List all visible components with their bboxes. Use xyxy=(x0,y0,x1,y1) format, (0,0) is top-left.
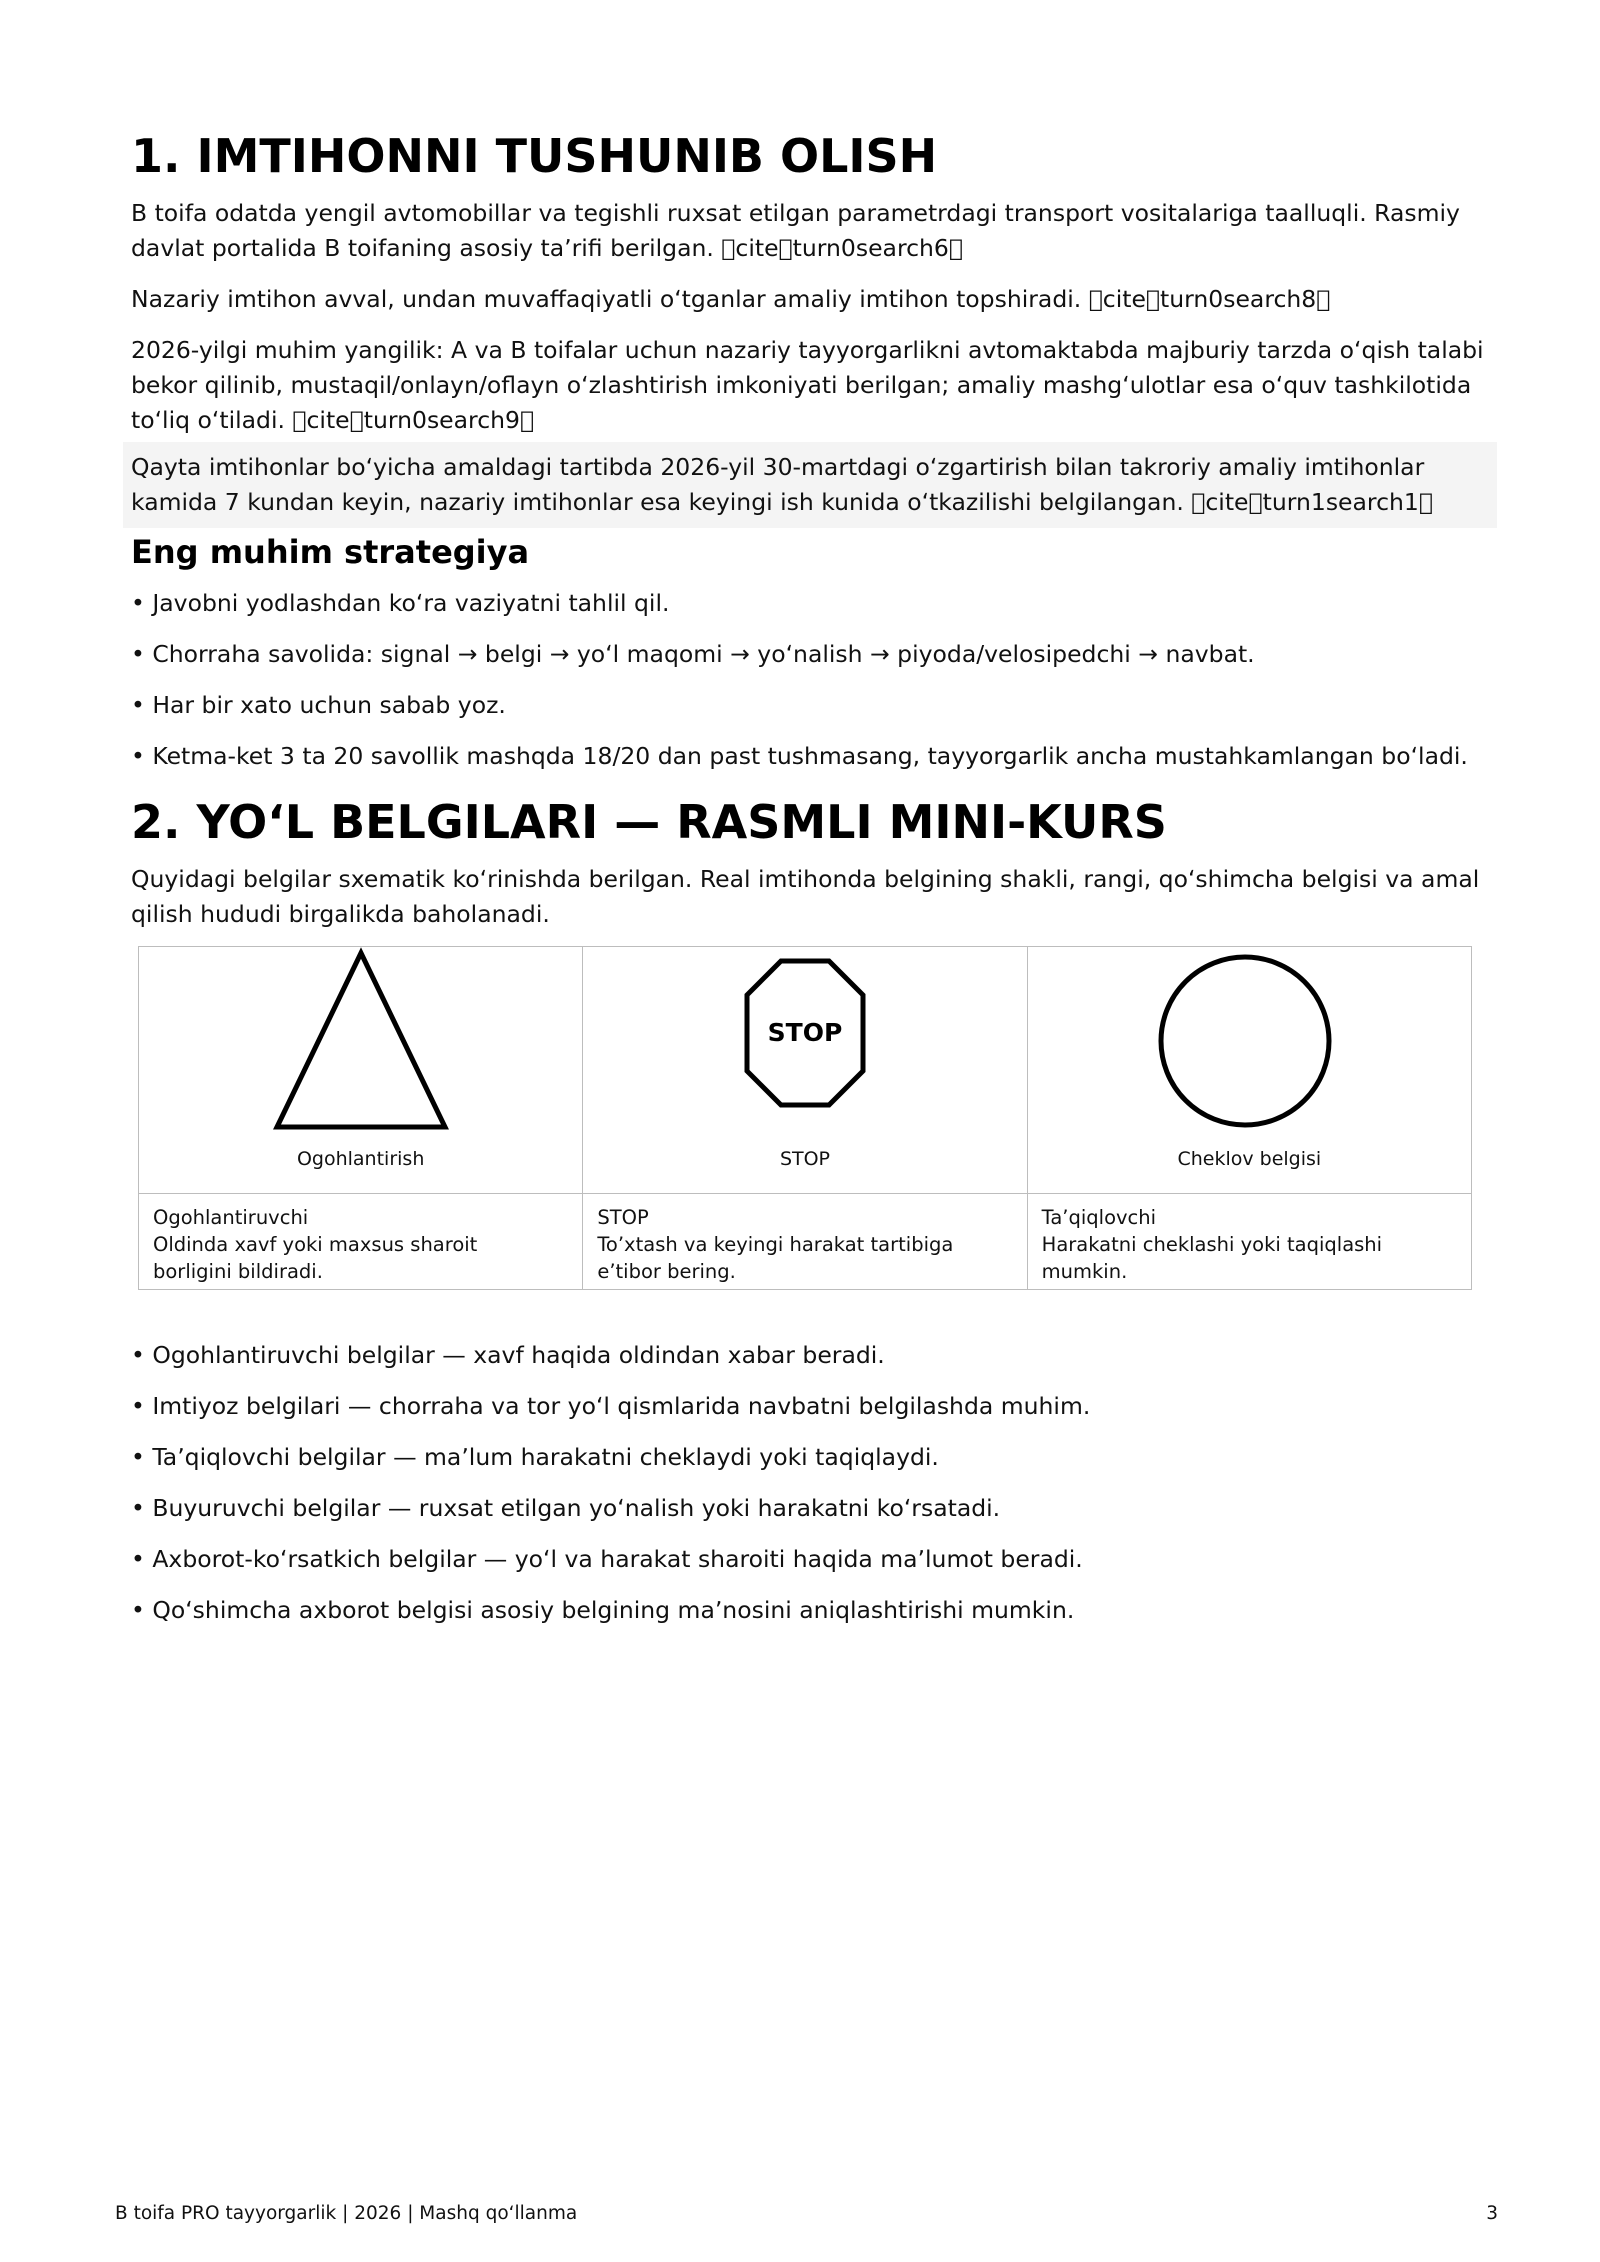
sign-caption: Cheklov belgisi xyxy=(1177,1148,1322,1170)
list-item: • Javobni yodlashdan koʻra vaziyatni tahlil qil. xyxy=(131,589,670,617)
sign-description-warning xyxy=(139,1194,583,1290)
sign-description-title: Ogohlantiruvchi xyxy=(153,1206,309,1229)
sign-description-title: STOP xyxy=(597,1206,649,1229)
retake-note-box xyxy=(123,442,1497,528)
stop-sign-text: STOP xyxy=(767,1018,843,1047)
sign-description-line: Toʼxtash va keyingi harakat tartibiga xyxy=(597,1233,954,1256)
page-number: 3 xyxy=(1486,2203,1498,2224)
sign-caption: Ogohlantirish xyxy=(296,1148,425,1170)
sign-description-restriction xyxy=(1027,1194,1471,1290)
sign-figure-row xyxy=(139,947,1472,1194)
sign-description-line: Oldinda xavf yoki maxsus sharoit xyxy=(153,1233,478,1256)
paragraph-2026-update: 2026-yilgi muhim yangilik: A va B toifalar uchun nazariy tayyorgarlikni avtomaktabda majburiy tarzda oʻqish talabi bekor qilinib, mustaqil/onlayn/oflayn oʻzlashtirish imkoniyati berilgan; amaliy mashgʻulotlar esa oʻquv tashkilotida toʻliq oʻtiladi. cite turn0search9 xyxy=(131,336,1484,434)
retake-note-text: Qayta imtihonlar boʻyicha amaldagi tartibda 2026-yil 30-martdagi oʻzgartirish bilan takroriy amaliy imtihonlar kamida 7 kundan keyin, nazariy imtihonlar esa keyingi ish kunida oʻtkazilishi belgilangan. cite turn1search1 xyxy=(131,453,1425,516)
sign-figure-cell-stop xyxy=(583,947,1027,1194)
list-item: • Axborot-koʻrsatkich belgilar — yoʻl va harakat sharoiti haqida maʼlumot beradi. xyxy=(131,1545,1083,1573)
paragraph-signs-intro: Quyidagi belgilar sxematik koʻrinishda berilgan. Real imtihonda belgining shakli, rangi, qoʻshimcha belgisi va amal qilish hududi birgalikda baholanadi. xyxy=(131,865,1480,928)
paragraph-theory-exam: Nazariy imtihon avval, undan muvaffaqiyatli oʻtganlar amaliy imtihon topshiradi. cite turn0search8 xyxy=(131,285,1296,313)
section-2-title: 2. YOʻL BELGILARI — RASMLI MINI-KURS xyxy=(131,795,1167,849)
footer-title: B toifa PRO tayyorgarlik | 2026 | Mashq qoʻllanma xyxy=(115,2203,578,2224)
list-item: • Ketma-ket 3 ta 20 savollik mashqda 18/20 dan past tushmasang, tayyorgarlik ancha mustahkamlangan boʻladi. xyxy=(131,742,1468,770)
paragraph-b-category: B toifa odatda yengil avtomobillar va tegishli ruxsat etilgan parametrdagi transport vositalariga taalluqli. Rasmiy davlat portalida B toifaning asosiy taʼrifi berilgan. cite turn0search6 xyxy=(131,199,1460,262)
page-content xyxy=(131,118,1497,1628)
road-signs-table xyxy=(138,946,1472,1290)
warning-triangle-icon xyxy=(261,947,461,1137)
stop-octagon-icon xyxy=(705,947,905,1137)
sign-description-stop xyxy=(583,1194,1027,1290)
list-item: • Buyuruvchi belgilar — ruxsat etilgan yoʻnalish yoki harakatni koʻrsatadi. xyxy=(131,1494,1001,1522)
sign-figure-cell-restriction xyxy=(1027,947,1471,1194)
sign-description-line: Harakatni cheklashi yoki taqiqlashi xyxy=(1041,1233,1383,1256)
list-item: • Har bir xato uchun sabab yoz. xyxy=(131,691,506,719)
sign-description-line: eʼtibor bering. xyxy=(597,1260,736,1283)
sign-caption: STOP xyxy=(779,1148,831,1170)
list-item: • Ogohlantiruvchi belgilar — xavf haqida oldindan xabar beradi. xyxy=(131,1341,885,1369)
strategy-title: Eng muhim strategiya xyxy=(131,533,530,571)
sign-description-line: mumkin. xyxy=(1041,1260,1128,1283)
sign-description-title: Taʼqiqlovchi xyxy=(1041,1206,1157,1229)
restriction-circle-icon xyxy=(1149,947,1349,1137)
strategy-list xyxy=(131,586,1497,774)
list-item: • Taʼqiqlovchi belgilar — maʼlum harakatni cheklaydi yoki taqiqlaydi. xyxy=(131,1443,939,1471)
section-1-title: 1. IMTIHONNI TUSHUNIB OLISH xyxy=(131,129,938,183)
sign-description-line: borligini bildiradi. xyxy=(153,1260,323,1283)
sign-figure-cell-warning xyxy=(139,947,583,1194)
list-item: • Imtiyoz belgilari — chorraha va tor yoʻl qismlarida navbatni belgilashda muhim. xyxy=(131,1392,1091,1420)
list-item: • Qoʻshimcha axborot belgisi asosiy belgining maʼnosini aniqlashtirishi mumkin. xyxy=(131,1596,1075,1624)
list-item: • Chorraha savolida: signal → belgi → yoʻl maqomi → yoʻnalish → piyoda/velosipedchi → navbat. xyxy=(131,640,1255,668)
sign-types-list xyxy=(131,1338,1497,1628)
sign-description-row xyxy=(139,1194,1472,1290)
